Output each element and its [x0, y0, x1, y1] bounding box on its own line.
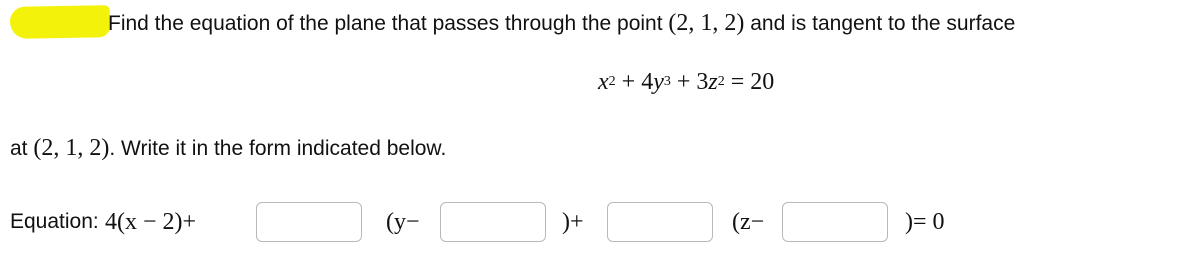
point-coordinates: (2, 1, 2) — [668, 10, 745, 36]
equation-part-plus: )+ — [562, 209, 584, 235]
problem-statement — [108, 10, 1015, 37]
at-point: (2, 1, 2) — [33, 135, 110, 161]
equation-part-end: )= 0 — [905, 209, 945, 235]
equation-part-z: (z− — [732, 209, 765, 235]
equation-label: Equation: — [10, 210, 99, 233]
surface-equation: $x^2 + 4y^3 + 3z^2 = 20$ — [598, 69, 775, 95]
intro-text: Find the equation of the plane that passes through the point — [108, 12, 663, 35]
equation-part-x: 4(x − 2)+ — [105, 209, 197, 235]
intro-tail: and is tangent to the surface — [750, 12, 1016, 35]
z0-input[interactable] — [782, 202, 888, 242]
equation-part-y: (y− — [386, 209, 420, 235]
highlight-mark — [10, 5, 111, 39]
coef-z-input[interactable] — [607, 202, 713, 242]
coef-y-input[interactable] — [256, 202, 362, 242]
y0-input[interactable] — [440, 202, 546, 242]
instruction-text: at (2, 1, 2). Write it in the form indicated below. — [10, 135, 447, 161]
